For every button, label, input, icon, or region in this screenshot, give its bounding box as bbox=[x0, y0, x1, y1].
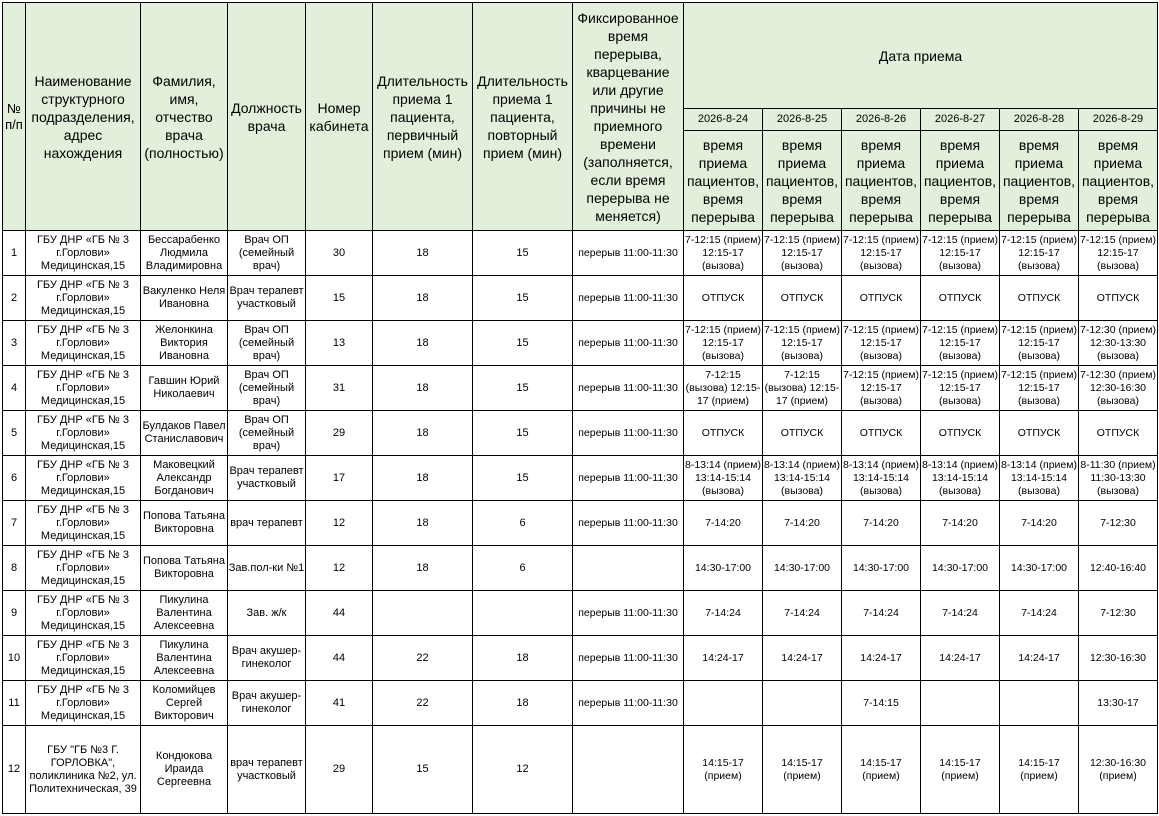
day-schedule-cell bbox=[1000, 681, 1079, 726]
position-cell: Зав.пол-ки №1 bbox=[228, 546, 306, 591]
day-schedule-cell: 14:24-17 bbox=[842, 636, 921, 681]
day-subheader: время приема пациентов, время перерыва bbox=[1000, 131, 1079, 231]
day-schedule-cell: 7-14:24 bbox=[1000, 591, 1079, 636]
primary-duration-cell: 15 bbox=[373, 726, 473, 814]
doctor-name-cell: Вакуленко Неля Ивановна bbox=[141, 276, 228, 321]
primary-duration-cell: 18 bbox=[373, 456, 473, 501]
date-header: 2026-8-28 bbox=[1000, 109, 1079, 131]
day-schedule-cell: 7-14:24 bbox=[684, 591, 763, 636]
day-schedule-cell: 7-12:15 (вызова) 12:15-17 (прием) bbox=[684, 366, 763, 411]
day-subheader: время приема пациентов, время перерыва bbox=[842, 131, 921, 231]
day-schedule-cell: 7-14:24 bbox=[842, 591, 921, 636]
day-schedule-cell: ОТПУСК bbox=[1000, 411, 1079, 456]
day-schedule-cell: 12:30-16:30 (прием) bbox=[1079, 726, 1158, 814]
day-schedule-cell: 7-12:15 (прием) 12:15-17 (вызова) bbox=[842, 321, 921, 366]
primary-duration-cell: 18 bbox=[373, 321, 473, 366]
row-number: 6 bbox=[3, 456, 26, 501]
day-schedule-cell: 7-14:20 bbox=[1000, 501, 1079, 546]
break-time-cell: перерыв 11:00-11:30 bbox=[573, 321, 684, 366]
col-header-dur-primary: Длительность приема 1 пациента, первичный прием (мин) bbox=[373, 3, 473, 231]
day-schedule-cell: 7-12:15 (прием) 12:15-17 (вызова) bbox=[921, 231, 1000, 276]
break-time-cell bbox=[573, 546, 684, 591]
table-row bbox=[3, 726, 1158, 814]
row-number: 10 bbox=[3, 636, 26, 681]
position-cell: врач терапевт bbox=[228, 501, 306, 546]
date-header: 2026-8-25 bbox=[763, 109, 842, 131]
primary-duration-cell: 18 bbox=[373, 231, 473, 276]
row-number: 1 bbox=[3, 231, 26, 276]
primary-duration-cell: 18 bbox=[373, 276, 473, 321]
date-header: 2026-8-26 bbox=[842, 109, 921, 131]
day-schedule-cell: ОТПУСК bbox=[842, 276, 921, 321]
day-schedule-cell: 8-13:14 (прием) 13:14-15:14 (вызова) bbox=[1000, 456, 1079, 501]
break-time-cell: перерыв 11:00-11:30 bbox=[573, 636, 684, 681]
day-schedule-cell: ОТПУСК bbox=[1000, 276, 1079, 321]
date-header: 2026-8-27 bbox=[921, 109, 1000, 131]
day-schedule-cell: 14:30-17:00 bbox=[842, 546, 921, 591]
col-header-position: Должность врача bbox=[228, 3, 306, 231]
cabinet-cell: 12 bbox=[306, 546, 373, 591]
break-time-cell: перерыв 11:00-11:30 bbox=[573, 591, 684, 636]
day-schedule-cell: 7-12:15 (прием) 12:15-17 (вызова) bbox=[1079, 231, 1158, 276]
dept-cell: ГБУ ДНР «ГБ № 3 г.Горлови» Медицинская,15 bbox=[26, 456, 141, 501]
day-schedule-cell: ОТПУСК bbox=[763, 411, 842, 456]
break-time-cell: перерыв 11:00-11:30 bbox=[573, 231, 684, 276]
day-schedule-cell bbox=[921, 681, 1000, 726]
day-schedule-cell: ОТПУСК bbox=[842, 411, 921, 456]
day-schedule-cell: ОТПУСК bbox=[921, 276, 1000, 321]
day-schedule-cell: 12:40-16:40 bbox=[1079, 546, 1158, 591]
day-schedule-cell: 7-14:24 bbox=[921, 591, 1000, 636]
day-schedule-cell: 7-14:20 bbox=[684, 501, 763, 546]
day-schedule-cell: 7-12:15 (прием) 12:15-17 (вызова) bbox=[842, 366, 921, 411]
day-schedule-cell: 7-14:20 bbox=[921, 501, 1000, 546]
cabinet-cell: 15 bbox=[306, 276, 373, 321]
day-schedule-cell: ОТПУСК bbox=[1079, 276, 1158, 321]
day-schedule-cell: 7-14:20 bbox=[763, 501, 842, 546]
position-cell: Врач ОП (семейный врач) bbox=[228, 366, 306, 411]
repeat-duration-cell: 15 bbox=[473, 411, 573, 456]
doctor-name-cell: Пикулина Валентина Алексеевна bbox=[141, 591, 228, 636]
table-row bbox=[3, 276, 1158, 321]
day-schedule-cell: 13:30-17 bbox=[1079, 681, 1158, 726]
table-row bbox=[3, 681, 1158, 726]
break-time-cell: перерыв 11:00-11:30 bbox=[573, 501, 684, 546]
day-schedule-cell: 7-12:30 bbox=[1079, 501, 1158, 546]
cabinet-cell: 44 bbox=[306, 636, 373, 681]
table-row bbox=[3, 456, 1158, 501]
position-cell: Зав. ж/к bbox=[228, 591, 306, 636]
day-schedule-cell: ОТПУСК bbox=[684, 276, 763, 321]
day-schedule-cell: 7-12:15 (прием) 12:15-17 (вызова) bbox=[921, 366, 1000, 411]
col-header-num: № п/п bbox=[3, 3, 26, 231]
day-subheader: время приема пациентов, время перерыва bbox=[1079, 131, 1158, 231]
cabinet-cell: 13 bbox=[306, 321, 373, 366]
day-schedule-cell: 7-12:15 (прием) 12:15-17 (вызова) bbox=[763, 321, 842, 366]
dept-cell: ГБУ ДНР «ГБ № 3 г.Горлови» Медицинская,15 bbox=[26, 681, 141, 726]
day-schedule-cell: 14:15-17 (прием) bbox=[684, 726, 763, 814]
row-number: 7 bbox=[3, 501, 26, 546]
row-number: 8 bbox=[3, 546, 26, 591]
primary-duration-cell: 22 bbox=[373, 681, 473, 726]
repeat-duration-cell bbox=[473, 591, 573, 636]
dept-cell: ГБУ ДНР «ГБ № 3 г.Горлови» Медицинская,15 bbox=[26, 411, 141, 456]
date-header: 2026-8-24 bbox=[684, 109, 763, 131]
day-schedule-cell: 7-12:15 (прием) 12:15-17 (вызова) bbox=[763, 231, 842, 276]
col-header-dur-repeat: Длительность приема 1 пациента, повторный прием (мин) bbox=[473, 3, 573, 231]
table-row bbox=[3, 411, 1158, 456]
primary-duration-cell: 22 bbox=[373, 636, 473, 681]
position-cell: Врач акушер-гинеколог bbox=[228, 681, 306, 726]
day-schedule-cell bbox=[684, 681, 763, 726]
position-cell: Врач акушер-гинеколог bbox=[228, 636, 306, 681]
day-schedule-cell: 12:30-16:30 bbox=[1079, 636, 1158, 681]
cabinet-cell: 41 bbox=[306, 681, 373, 726]
repeat-duration-cell: 15 bbox=[473, 321, 573, 366]
doctor-name-cell: Булдаков Павел Станиславович bbox=[141, 411, 228, 456]
row-number: 2 bbox=[3, 276, 26, 321]
repeat-duration-cell: 15 bbox=[473, 366, 573, 411]
break-time-cell: перерыв 11:00-11:30 bbox=[573, 366, 684, 411]
cabinet-cell: 30 bbox=[306, 231, 373, 276]
col-header-doctor: Фамилия, имя, отчество врача (полностью) bbox=[141, 3, 228, 231]
day-schedule-cell: 14:30-17:00 bbox=[763, 546, 842, 591]
day-schedule-cell: 7-12:30 (прием) 12:30-16:30 (вызова) bbox=[1079, 366, 1158, 411]
row-number: 12 bbox=[3, 726, 26, 814]
header-row bbox=[3, 3, 1158, 109]
doctor-name-cell: Маковецкий Александр Богданович bbox=[141, 456, 228, 501]
day-schedule-cell: 7-14:20 bbox=[842, 501, 921, 546]
day-schedule-cell: 7-12:15 (прием) 12:15-17 (вызова) bbox=[1000, 231, 1079, 276]
day-schedule-cell: 14:15-17 (прием) bbox=[1000, 726, 1079, 814]
repeat-duration-cell: 12 bbox=[473, 726, 573, 814]
repeat-duration-cell: 15 bbox=[473, 231, 573, 276]
position-cell: Врач терапевт участковый bbox=[228, 456, 306, 501]
col-header-break: Фиксированное время перерыва, кварцевание или другие причины не приемного времени (заполняется, если время перерыва не меняется) bbox=[573, 3, 684, 231]
dept-cell: ГБУ ДНР «ГБ № 3 г.Горлови» Медицинская,15 bbox=[26, 276, 141, 321]
schedule-table bbox=[2, 2, 1158, 814]
position-cell: Врач терапевт участковый bbox=[228, 276, 306, 321]
position-cell: Врач ОП (семейный врач) bbox=[228, 411, 306, 456]
col-header-cabinet: Номер кабинета bbox=[306, 3, 373, 231]
doctor-name-cell: Гавшин Юрий Николаевич bbox=[141, 366, 228, 411]
day-schedule-cell: ОТПУСК bbox=[1079, 411, 1158, 456]
cabinet-cell: 17 bbox=[306, 456, 373, 501]
doctor-name-cell: Бессарабенко Людмила Владимировна bbox=[141, 231, 228, 276]
day-subheader: время приема пациентов, время перерыва bbox=[921, 131, 1000, 231]
primary-duration-cell: 18 bbox=[373, 501, 473, 546]
day-schedule-cell: 8-11:30 (прием) 11:30-13:30 (вызова) bbox=[1079, 456, 1158, 501]
doctor-name-cell: Кондюкова Ираида Сергеевна bbox=[141, 726, 228, 814]
break-time-cell: перерыв 11:00-11:30 bbox=[573, 411, 684, 456]
cabinet-cell: 29 bbox=[306, 726, 373, 814]
repeat-duration-cell: 6 bbox=[473, 501, 573, 546]
day-subheader: время приема пациентов, время перерыва bbox=[684, 131, 763, 231]
day-schedule-cell: 8-13:14 (прием) 13:14-15:14 (вызова) bbox=[842, 456, 921, 501]
row-number: 5 bbox=[3, 411, 26, 456]
primary-duration-cell: 18 bbox=[373, 411, 473, 456]
day-subheader: время приема пациентов, время перерыва bbox=[763, 131, 842, 231]
date-header: 2026-8-29 bbox=[1079, 109, 1158, 131]
primary-duration-cell bbox=[373, 591, 473, 636]
cabinet-cell: 44 bbox=[306, 591, 373, 636]
day-schedule-cell: 7-12:15 (вызова) 12:15-17 (прием) bbox=[763, 366, 842, 411]
position-cell: Врач ОП (семейный врач) bbox=[228, 231, 306, 276]
row-number: 3 bbox=[3, 321, 26, 366]
col-header-dept: Наименование структурного подразделения, адрес нахождения bbox=[26, 3, 141, 231]
day-schedule-cell: 7-14:24 bbox=[763, 591, 842, 636]
cabinet-cell: 12 bbox=[306, 501, 373, 546]
table-row bbox=[3, 591, 1158, 636]
cabinet-cell: 31 bbox=[306, 366, 373, 411]
day-schedule-cell: 14:15-17 (прием) bbox=[763, 726, 842, 814]
day-schedule-cell: ОТПУСК bbox=[763, 276, 842, 321]
day-schedule-cell: 14:30-17:00 bbox=[1000, 546, 1079, 591]
day-schedule-cell: 7-12:30 (прием) 12:30-13:30 (вызова) bbox=[1079, 321, 1158, 366]
day-schedule-cell: 14:24-17 bbox=[763, 636, 842, 681]
day-schedule-cell: 8-13:14 (прием) 13:14-15:14 (вызова) bbox=[763, 456, 842, 501]
doctor-name-cell: Желонкина Виктория Ивановна bbox=[141, 321, 228, 366]
day-schedule-cell: 7-12:15 (прием) 12:15-17 (вызова) bbox=[1000, 321, 1079, 366]
position-cell: врач терапевт участковый bbox=[228, 726, 306, 814]
repeat-duration-cell: 18 bbox=[473, 636, 573, 681]
dept-cell: ГБУ ДНР «ГБ № 3 г.Горлови» Медицинская,15 bbox=[26, 231, 141, 276]
day-schedule-cell: 7-12:15 (прием) 12:15-17 (вызова) bbox=[921, 321, 1000, 366]
doctor-name-cell: Коломийцев Сергей Викторович bbox=[141, 681, 228, 726]
dept-cell: ГБУ ДНР «ГБ № 3 г.Горлови» Медицинская,15 bbox=[26, 636, 141, 681]
table-row bbox=[3, 546, 1158, 591]
position-cell: Врач ОП (семейный врач) bbox=[228, 321, 306, 366]
table-row bbox=[3, 501, 1158, 546]
col-header-date-group: Дата приема bbox=[684, 3, 1158, 109]
repeat-duration-cell: 6 bbox=[473, 546, 573, 591]
dept-cell: ГБУ "ГБ №3 Г. ГОРЛОВКА", поликлиника №2, ул. Политехническая, 39 bbox=[26, 726, 141, 814]
table-row bbox=[3, 231, 1158, 276]
day-schedule-cell: 7-12:30 bbox=[1079, 591, 1158, 636]
table-body bbox=[3, 231, 1158, 814]
dept-cell: ГБУ ДНР «ГБ № 3 г.Горлови» Медицинская,15 bbox=[26, 366, 141, 411]
day-schedule-cell: 8-13:14 (прием) 13:14-15:14 (вызова) bbox=[921, 456, 1000, 501]
row-number: 4 bbox=[3, 366, 26, 411]
repeat-duration-cell: 15 bbox=[473, 276, 573, 321]
primary-duration-cell: 18 bbox=[373, 546, 473, 591]
primary-duration-cell: 18 bbox=[373, 366, 473, 411]
day-schedule-cell: 14:24-17 bbox=[1000, 636, 1079, 681]
day-schedule-cell: 14:24-17 bbox=[921, 636, 1000, 681]
day-schedule-cell: 7-12:15 (прием) 12:15-17 (вызова) bbox=[1000, 366, 1079, 411]
day-schedule-cell: 14:30-17:00 bbox=[684, 546, 763, 591]
day-schedule-cell: 14:24-17 bbox=[684, 636, 763, 681]
table-row bbox=[3, 321, 1158, 366]
day-schedule-cell: 7-12:15 (прием) 12:15-17 (вызова) bbox=[842, 231, 921, 276]
repeat-duration-cell: 18 bbox=[473, 681, 573, 726]
dept-cell: ГБУ ДНР «ГБ № 3 г.Горлови» Медицинская,15 bbox=[26, 591, 141, 636]
dept-cell: ГБУ ДНР «ГБ № 3 г.Горлови» Медицинская,15 bbox=[26, 546, 141, 591]
day-schedule-cell: 14:15-17 (прием) bbox=[921, 726, 1000, 814]
break-time-cell bbox=[573, 726, 684, 814]
day-schedule-cell: 8-13:14 (прием) 13:14-15:14 (вызова) bbox=[684, 456, 763, 501]
doctor-name-cell: Попова Татьяна Викторовна bbox=[141, 501, 228, 546]
table-header bbox=[3, 3, 1158, 231]
break-time-cell: перерыв 11:00-11:30 bbox=[573, 456, 684, 501]
day-schedule-cell: 14:15-17 (прием) bbox=[842, 726, 921, 814]
row-number: 11 bbox=[3, 681, 26, 726]
day-schedule-cell bbox=[763, 681, 842, 726]
table-row bbox=[3, 636, 1158, 681]
day-schedule-cell: 14:30-17:00 bbox=[921, 546, 1000, 591]
row-number: 9 bbox=[3, 591, 26, 636]
dept-cell: ГБУ ДНР «ГБ № 3 г.Горлови» Медицинская,15 bbox=[26, 321, 141, 366]
repeat-duration-cell: 15 bbox=[473, 456, 573, 501]
cabinet-cell: 29 bbox=[306, 411, 373, 456]
doctor-name-cell: Пикулина Валентина Алексеевна bbox=[141, 636, 228, 681]
dept-cell: ГБУ ДНР «ГБ № 3 г.Горлови» Медицинская,15 bbox=[26, 501, 141, 546]
table-row bbox=[3, 366, 1158, 411]
day-schedule-cell: ОТПУСК bbox=[684, 411, 763, 456]
break-time-cell: перерыв 11:00-11:30 bbox=[573, 276, 684, 321]
day-schedule-cell: 7-12:15 (прием) 12:15-17 (вызова) bbox=[684, 321, 763, 366]
day-schedule-cell: 7-14:15 bbox=[842, 681, 921, 726]
doctor-name-cell: Попова Татьяна Викторовна bbox=[141, 546, 228, 591]
day-schedule-cell: 7-12:15 (прием) 12:15-17 (вызова) bbox=[684, 231, 763, 276]
day-schedule-cell: ОТПУСК bbox=[921, 411, 1000, 456]
break-time-cell: перерыв 11:00-11:30 bbox=[573, 681, 684, 726]
